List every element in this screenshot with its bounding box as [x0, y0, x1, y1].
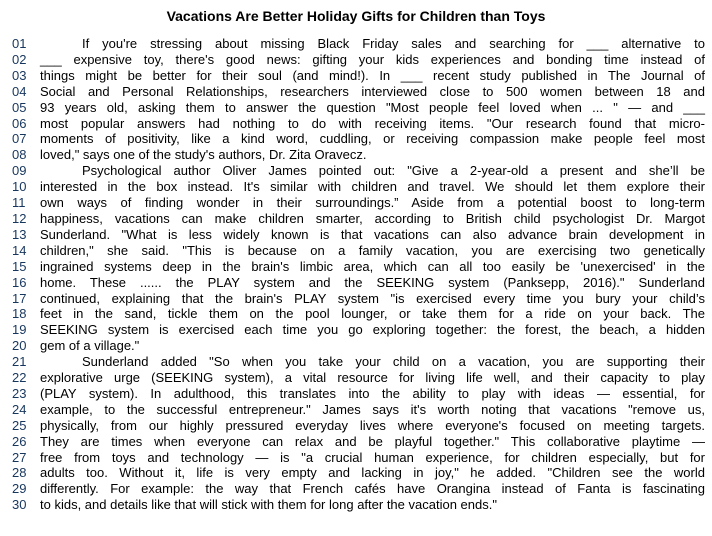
passage-line: [12, 131, 705, 147]
passage-line: [12, 36, 705, 52]
passage-line: [12, 450, 705, 466]
line-number: 23: [12, 385, 27, 401]
line-text: 93 years old, asking them to answer the question "Most people feel loved when ... " — and ___: [40, 99, 705, 115]
passage-line: [12, 291, 705, 307]
line-number: 08: [12, 147, 27, 163]
line-text: loved," says one of the study's authors, Dr. Zita Oravecz.: [40, 147, 367, 163]
line-number: 17: [12, 290, 27, 306]
passage-line: [12, 116, 705, 132]
line-text: Sunderland. "What is less widely known is that vacations can also advance brain development in: [40, 226, 705, 242]
passage-line: [12, 52, 705, 68]
line-number: 22: [12, 370, 27, 386]
line-text: SEEKING system is exercised each time you go exploring together: the forest, the beach, a hidden: [40, 322, 705, 338]
passage-line: [12, 354, 705, 370]
line-text: free from toys and technology — is "a crucial human experience, for children especially, but for: [40, 449, 705, 465]
passage-line: [12, 84, 705, 100]
line-number: 24: [12, 401, 27, 417]
line-number: 27: [12, 449, 27, 465]
line-text: (PLAY system). In adulthood, this translates into the ability to play with ideas — essential, for: [40, 385, 705, 401]
passage-line: [12, 179, 705, 195]
line-text: Psychological author Oliver James pointed out: "Give a 2-year-old a present and she’ll be: [82, 163, 705, 179]
line-text: things might be better for their soul (and mind!). In ___ recent study published in The Journal of: [40, 67, 705, 83]
line-number: 06: [12, 115, 27, 131]
line-number: 21: [12, 354, 27, 370]
line-text: home. These ...... the PLAY system and the SEEKING system (Panksepp, 2016)." Sunderland: [40, 274, 705, 290]
line-number: 02: [12, 51, 27, 67]
line-number: 01: [12, 36, 27, 51]
line-number: 20: [12, 338, 27, 354]
line-number: 29: [12, 481, 27, 497]
line-text: If you're stressing about missing Black Friday sales and searching for ___ alternative to: [82, 36, 705, 51]
line-text: gem of a village.": [40, 338, 140, 354]
line-number: 30: [12, 497, 27, 513]
passage-line: [12, 227, 705, 243]
line-number: 13: [12, 226, 27, 242]
passage-line: [12, 195, 705, 211]
line-text: differently. For example: the way that French cafés have Orangina instead of Fanta is fascinating: [40, 481, 705, 497]
passage-line: [12, 100, 705, 116]
passage-line: [12, 147, 705, 163]
line-text: continued, explaining that the brain's PLAY system "is exercised every time you bury your child’s: [40, 290, 705, 306]
line-text: most popular answers had nothing to do with receiving items. "Our research found that micro-: [40, 115, 705, 131]
line-text: children," she said. "This is because on a family vacation, you are exercising two genetically: [40, 242, 705, 258]
line-text: explorative urge (SEEKING system), a vital resource for living life well, and their capacity to play: [40, 370, 705, 386]
passage-line: [12, 418, 705, 434]
line-text: Sunderland added "So when you take your child on a vacation, you are supporting their: [82, 354, 705, 370]
line-text: adults too. Without it, life is very empty and lacking in joy," he added. "Children see the world: [40, 465, 705, 481]
passage-line: [12, 211, 705, 227]
line-text: own ways of finding wonder in their surroundings.” Aside from a potential boost to long-term: [40, 195, 705, 211]
line-text: feet in the sand, tickle them on the pool lounger, or take them for a ride on your back. The: [40, 306, 705, 322]
line-number: 28: [12, 465, 27, 481]
line-text: interested in the box instead. It's similar with children and travel. We should let them explore their: [40, 179, 705, 195]
passage-body: [0, 36, 712, 513]
passage-line: [12, 434, 705, 450]
line-number: 11: [12, 195, 26, 211]
line-number: 18: [12, 306, 27, 322]
line-text: moments of positivity, like a kind word, cuddling, or receiving compassion make people feel most: [40, 131, 705, 147]
line-number: 05: [12, 99, 27, 115]
passage-line: [12, 386, 705, 402]
line-number: 26: [12, 433, 27, 449]
line-text: They are times when everyone can relax and be playful together." This collaborative playtime —: [40, 433, 705, 449]
line-text: to kids, and details like that will stick with them for long after the vacation ends.": [40, 497, 497, 513]
passage-line: [12, 465, 705, 481]
line-number: 12: [12, 210, 27, 226]
passage-line: [12, 275, 705, 291]
line-text: Social and Personal Relationships, researchers interviewed close to 500 women between 18 and: [40, 83, 705, 99]
line-number: 15: [12, 258, 27, 274]
passage-line: [12, 68, 705, 84]
line-number: 07: [12, 131, 27, 147]
passage-line: [12, 306, 705, 322]
line-text: example, to the successful entrepreneur." James says it's worth noting that vacations "remove us,: [40, 401, 705, 417]
line-number: 16: [12, 274, 27, 290]
passage-line: [12, 322, 705, 338]
line-number: 25: [12, 417, 27, 433]
passage-line: [12, 163, 705, 179]
line-text: ingrained systems deep in the brain's limbic area, which can all too easily be 'unexercised' in the: [40, 258, 705, 274]
reading-passage-page: [0, 8, 712, 536]
line-text: physically, from our highly pressured everyday lives where everyone's focused on meeting targets.: [40, 417, 705, 433]
passage-line: [12, 481, 705, 497]
passage-line: [12, 338, 705, 354]
line-number: 09: [12, 163, 27, 179]
line-number: 04: [12, 83, 27, 99]
line-text: ___ expensive toy, there's good news: gifting your kids experiences and bonding time instead of: [40, 51, 705, 67]
line-number: 03: [12, 67, 27, 83]
passage-line: [12, 243, 705, 259]
line-number: 10: [12, 179, 27, 195]
line-text: happiness, vacations can make children smarter, according to British child psychologist Dr. Margot: [40, 210, 705, 226]
passage-line: [12, 402, 705, 418]
passage-line: [12, 497, 705, 513]
passage-title: Vacations Are Better Holiday Gifts for Children than Toys: [166, 8, 546, 24]
passage-line: [12, 259, 705, 275]
passage-line: [12, 370, 705, 386]
line-number: 14: [12, 242, 27, 258]
line-number: 19: [12, 322, 27, 338]
